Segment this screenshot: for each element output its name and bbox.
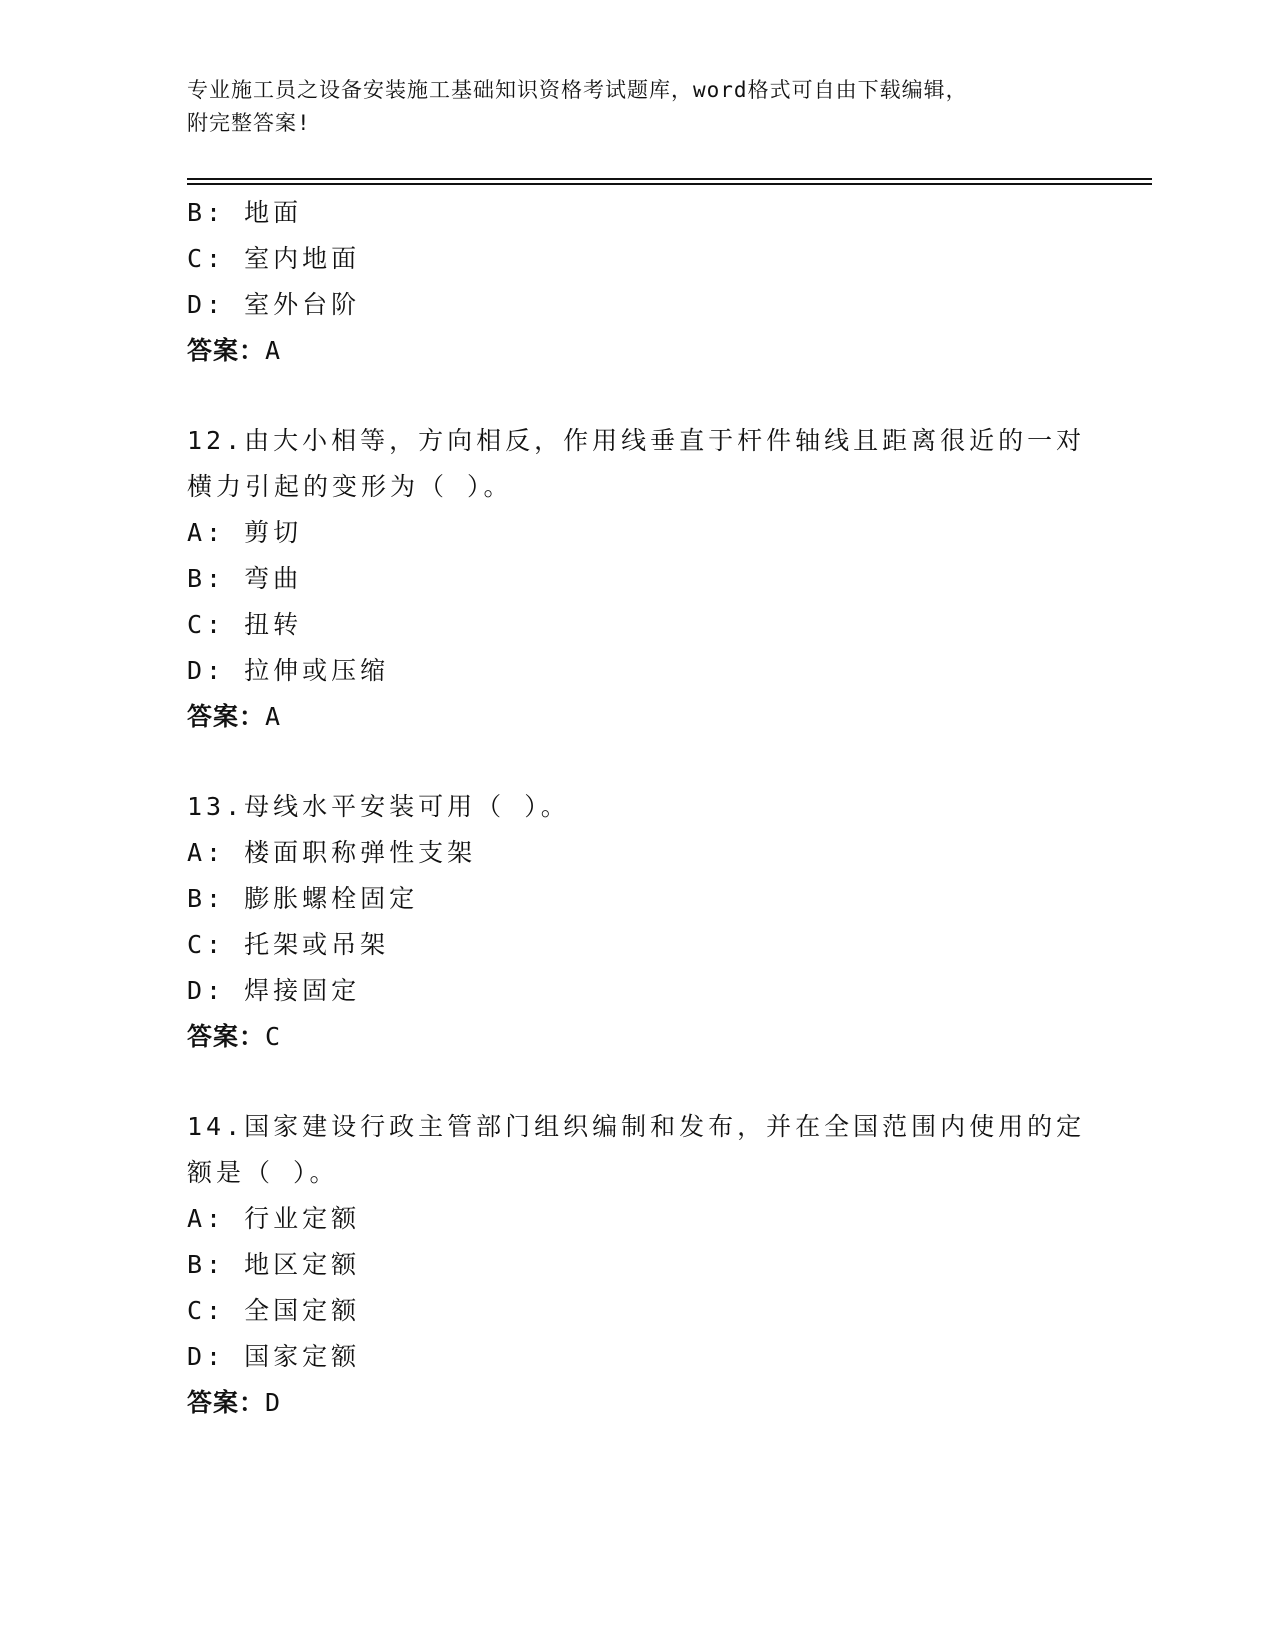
option-c: C: 全国定额 [187,1296,361,1325]
question-list [187,190,1087,1426]
answer-value: D [265,1388,282,1417]
answer-line [187,1380,1087,1426]
option-b: B: 地面 [187,198,303,227]
answer-value: C [265,1022,282,1051]
answer-line [187,694,1087,740]
question-text-line-2: 额是（ ）。 [187,1158,339,1187]
answer-label: 答案： [187,1022,266,1051]
option-b: B: 地区定额 [187,1250,361,1279]
option-a: A: 行业定额 [187,1204,361,1233]
option-d: D: 拉伸或压缩 [187,656,390,685]
answer-label: 答案： [187,336,266,365]
question-text-line-2: 横力引起的变形为（ ）。 [187,472,513,501]
spacer [187,740,1087,784]
option-c: C: 室内地面 [187,244,361,273]
answer-label: 答案： [187,702,266,731]
answer-value: A [265,336,282,365]
option-d: D: 室外台阶 [187,290,361,319]
option-a: A: 剪切 [187,518,303,547]
question-continued [187,190,1087,374]
question-text-line-1: 12.由大小相等，方向相反，作用线垂直于杆件轴线且距离很近的一对 [187,426,1086,455]
question-text-line-1: 14.国家建设行政主管部门组织编制和发布，并在全国范围内使用的定 [187,1112,1086,1141]
header-divider-top [187,178,1152,180]
header-line-1: 专业施工员之设备安装施工基础知识资格考试题库，word格式可自由下载编辑， [187,78,968,102]
answer-line [187,1014,1087,1060]
question-14 [187,1104,1087,1426]
option-b: B: 弯曲 [187,564,303,593]
spacer [187,374,1087,418]
question-13 [187,784,1087,1060]
question-12 [187,418,1087,740]
option-a: A: 楼面职称弹性支架 [187,838,477,867]
answer-value: A [265,702,282,731]
option-c: C: 扭转 [187,610,303,639]
question-text-line-1: 13.母线水平安装可用（ ）。 [187,792,570,821]
answer-label: 答案： [187,1388,266,1417]
option-d: D: 焊接固定 [187,976,361,1005]
answer-line [187,328,1087,374]
header-line-2: 附完整答案! [187,111,311,135]
option-d: D: 国家定额 [187,1342,361,1371]
option-c: C: 托架或吊架 [187,930,390,959]
option-b: B: 膨胀螺栓固定 [187,884,419,913]
spacer [187,1060,1087,1104]
header-divider-bottom [187,183,1152,185]
document-header [187,74,1087,140]
